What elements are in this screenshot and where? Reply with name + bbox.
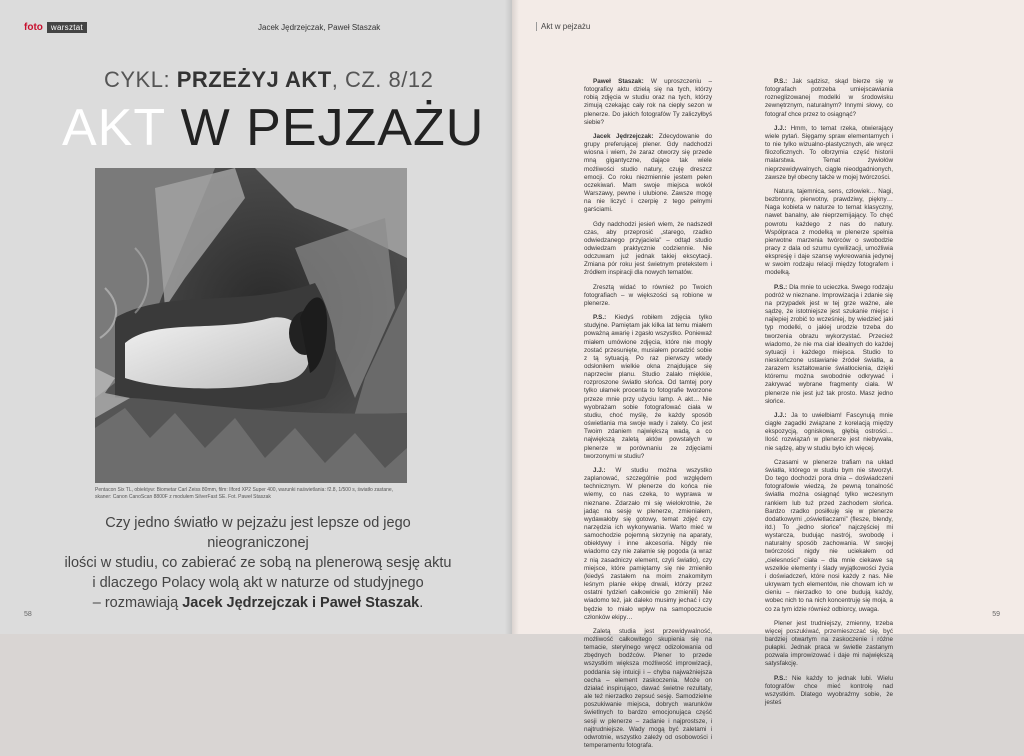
- series-main: PRZEŻYJ AKT: [176, 67, 332, 92]
- lead-line-4: [58, 593, 458, 613]
- speaker: J.J.:: [774, 124, 787, 132]
- photo-caption: Pentacon Six TL, obiektyw: Biometar Carl Zeiss 80mm, film: Ilford XP2 Super 400, warunki naświetlania: f2.8, 1/500 s, światło zastane, skaner: Canon CanoScan 8800F z modułem SilverFast SE. Fot. Paweł Staszak: [95, 487, 394, 500]
- paragraph-text: W uproszczeniu – fotograficy aktu dzielą się na tych, którzy robią zdjęcia w studiu oraz na tych, którzy zimują czekając cały rok na ciepły sezon w plenerze. Do jakich fotografów Ty zaliczyłbyś siebie?: [584, 78, 713, 126]
- lead-authors: Jacek Jędrzejczak i Paweł Staszak: [182, 595, 420, 611]
- paragraph: Zresztą widać to również po Twoich fotografiach – w większości są robione w plenerze.: [584, 283, 712, 307]
- series-prefix: CYKL:: [104, 67, 177, 92]
- magazine-logo: foto: [24, 22, 43, 33]
- right-page: [512, 0, 1024, 750]
- paragraph: Natura, tajemnica, sens, człowiek… Nagi, bezbronny, pierwotny, prawdziwy, piękny… Naga kobieta w naturze to temat klasyczny, nawet banalny, ale nieprzemijający. To chęć powrotu każdego z nas do natury. Współpraca z modelką w plenerze spełnia pierwotne marzenia twórców o swobodzie pracy z dala od szumu cywilizacji, umożliwia ekspresję i daje szansę wykreowania jedynej w swoim rodzaju relacji między fotografem i modelką.: [765, 187, 893, 277]
- page-number-left: 58: [24, 611, 32, 618]
- paragraph: Czasami w plenerze trafiam na układ światła, którego w studiu bym nie stworzył. Do tego dochodzi pora dnia – doświadczeni fotografowie wiedzą, że pewną tonalność światła można osiągnąć tylko wczesnym rankiem lub tuż przed zachodem słońca. Bardzo rzadko posiłkuję się w plenerze dodatkowymi „oświetlaczami” (flesze, blendy, itd.) To „jedno słońce” najczęściej mi wystarcza, budując nastrój, swobodę i naturalny sposób zachowania. W swojej twórczości nigdy nie uciekałem od „cielesności” ciała – dla mnie ciekawe są wszelkie elementy i ślady wyjątkowości życia i doświadczeń, które nosi każdy z nas. Nie ukrywam tych elementów, nie chowam ich w cieniu – nierzadko to one budują każdy, wobec nich to na nich koncentruję się moja, a co za tym idzie również odbiorcy, uwaga.: [765, 458, 893, 613]
- speaker: Jacek Jędrzejczak:: [593, 132, 654, 140]
- paragraph: [584, 314, 712, 461]
- speaker: P.S.:: [593, 314, 607, 322]
- article-title: [62, 99, 485, 157]
- paragraph-text: Dla mnie to ucieczka. Swego rodzaju podróż w nieznane. Improwizacja i zdanie się na przypadek jest w tej grze ważne, ale sądzę, że istotniejsze jest szukanie miejsc i najlepiej zrobić to wcześniej, by wiedzieć jaki typ modelki, o jakiej urodzie trzeba do tworzenia obrazu wykorzystać. Przecież wiadomo, że nie ma ciał idealnych do każdej sytuacji i każdego miejsca. Studio to nieskończone ustawianie źródeł światła, a zarazem kształtowanie światłocienia, dzięki któremu można swobodnie odkrywać i zakrywać wybrane fragmenty ciała. W plenerze nie jest już tak prosto. Masz jedno słońce.: [765, 283, 893, 405]
- lead-line-3: i dlaczego Polacy wolą akt w naturze od studyjnego: [92, 575, 424, 591]
- speaker: J.J.:: [593, 466, 606, 474]
- section-tag: warsztat: [47, 22, 87, 33]
- paragraph: Zaletą studia jest przewidywalność, możliwość całkowitego skupienia się na temacie, sterylnego wręcz odizolowania od zbędnych bodźców. Plener to przede wszystkim większa możliwość improwizacji, poddania się intuicji i – chyba najważniejsza cecha – element zaskoczenia. Może on działać inspirująco, dawać świetne rezultaty, ale też nierzadko zepsuć sesję. Samodzielne poszukiwanie miejsca, dobrych warunków świetlnych to bardzo emocjonująca część sesji w plenerze – zadanie i najprostsze, i najtrudniejsze. Wady mogą być zaletami i odwrotnie, wszystko zależy od osobowości i temperamentu fotografa.: [584, 627, 712, 750]
- text-column-1: [584, 76, 712, 756]
- paragraph: [765, 412, 893, 453]
- photo-illustration: [95, 168, 407, 483]
- paragraph: [765, 125, 893, 182]
- speaker: Paweł Staszak:: [593, 78, 644, 85]
- spine-gutter: [505, 0, 519, 634]
- title-part2: W PEJZAŻU: [165, 99, 485, 157]
- paragraph-text: Zdecydowanie do grupy preferującej plener. Gdy nadchodzi wiosna i wiem, że zaraz otworzy się przede mną gigantyczne, dające tak wiele możliwości studio natury, czuję dreszcz emocji. Co roku niezmiennie jestem pełen oczekiwań. Mam swoje miejsca wokół Warszawy, pewne i ulubione. Zawsze mogę na nie liczyć i czerpię z tego pełnymi garściami.: [584, 132, 712, 214]
- lead-line-2: ilości w studiu, co zabierać ze sobą na plenerową sesję aktu: [64, 555, 452, 571]
- paragraph-text: Hmm, to temat rzeka, otwierający wiele pytań. Sięgamy spraw elementarnych i to nie tylko wizualno-plastycznych, ale wręcz filozoficznych. To olbrzymia część historii malarstwa. Temat żywiołów nieprzewidywalnych, ciągle nieodgadnionych, zawsze był obecny także w mojej twórczości.: [765, 124, 893, 181]
- paragraph: [584, 78, 712, 127]
- lead-line-1: Czy jedno światło w pejzażu jest lepsze od jego nieograniczonej: [105, 515, 411, 551]
- paragraph: Gdy nadchodzi jesień wiem, że nadszedł czas, aby przeprosić „starego, rzadko odwiedzanego przyjaciela” – odtąd studio odwiedzam praktycznie codziennie. Nie odczuwam już jednak takiej ekscytacji. Zmiana pór roku jest świetnym pretekstem i źródłem inspiracji dla nowych tematów.: [584, 220, 712, 277]
- lead-end: .: [419, 595, 424, 611]
- speaker: P.S.:: [774, 674, 788, 682]
- series-heading: [104, 67, 433, 93]
- lead-prefix: – rozmawiają: [92, 595, 183, 611]
- speaker: P.S.:: [774, 283, 788, 291]
- header-authors: Jacek Jędrzejczak, Paweł Staszak: [258, 23, 381, 32]
- paragraph: [765, 284, 893, 406]
- paragraph-text: Ja to uwielbiam! Fascynują mnie ciągłe zagadki związane z korelacją między ekspozycją, ogniskową, głębią ostrości… Ilość rozwiązań w plenerze jest niebywała, nie sądzę, aby w studiu było ich więcej.: [765, 411, 893, 452]
- paragraph: [765, 78, 893, 119]
- right-header: Akt w pejzażu: [536, 22, 590, 31]
- paragraph-text: Kiedyś robiłem zdjęcia tylko studyjne. Pamiętam jak kilka lat temu miałem poważną awarię i zgasło wszystko. Ponieważ miałem umówione zdjęcia, które nie mogły zostać przesunięte, musiałem poradzić sobie z tą sytuacją. Po raz pierwszy wtedy odsłoniłem wielkie okna znajdujące się naprzeciw planu. Studio zalało miękkie, rozproszone światło słońca. Od tamtej pory tylko ułamek procenta to fotografie tworzone przeze mnie przy użyciu lamp. A akt… Nie wyobrażam sobie fotografować ciała w studiu, choć myślę, że każdy sposób oświetlania ma swoje wady i zalety. Co jest Twoim zdaniem największą wadą, a co największą zaletą aktów powstałych w plenerze w porównaniu ze zdjęciami tworzonymi w studiu?: [584, 314, 712, 460]
- article-lead: [58, 513, 458, 613]
- title-part1: AKT: [62, 99, 166, 157]
- paragraph-text: Nie każdy to jednak lubi. Wielu fotografów chce mieć kontrolę nad wszystkim. Dlatego wyobraźmy sobie, że jesteś: [765, 674, 893, 707]
- left-header: [24, 22, 87, 33]
- paragraph: Plener jest trudniejszy, zmienny, trzeba więcej poszukiwać, przemieszczać się, być bardziej otwartym na zaskoczenie i różne pułapki. Jednak praca w świetle zastanym pozwala improwizować i daje mi największą satysfakcję.: [765, 619, 893, 668]
- paragraph: [584, 467, 712, 622]
- text-column-2: [765, 76, 893, 713]
- paragraph-text: W studiu można wszystko zaplanować, szczególnie pod względem technicznym. W plenerze do końca nie wiemy, co nas czeka, to wyprawa w nieznane. Zdarzało mi się wielokrotnie, że jadąc na sesję w plenerze, zmieniałem, wydawałoby się gotowy, temat zdjęć czy narzędzia ich wykonywania. Warto mieć w samochodzie pojemną skrzynię na aparaty, obiektywy i inne akcesoria. Nigdy nie wiadomo czy nie załamie się pogoda (a wraz z nią zasadniczy element, czyli światło), czy miejsce, które pamiętamy się nie zmieniło (kiedyś zastałem na moim znakomitym leśnym planie ekipę drwali, którzy przez ostatni tydzień całkowicie go zmienili) Nie wiadomo też, jak daleko musimy jechać i czy będzie to miało wpływ na samopoczucie członków ekipy…: [584, 466, 712, 621]
- paragraph-text: Jak sądzisz, skąd bierze się w fotografach potrzeba umiejscawiania rozneglizowanej modelki w środowisku zewnętrznym, naturalnym? Innymi słowy, co fotograf chce przez to osiągnąć?: [765, 78, 893, 118]
- page-number-right: 59: [992, 611, 1000, 618]
- paragraph: [584, 133, 712, 215]
- speaker: P.S.:: [774, 78, 788, 85]
- series-suffix: , CZ. 8/12: [331, 67, 434, 92]
- nude-landscape-photo: [95, 168, 407, 483]
- paragraph: [765, 675, 893, 708]
- left-page: [0, 0, 512, 634]
- speaker: J.J.:: [774, 411, 787, 419]
